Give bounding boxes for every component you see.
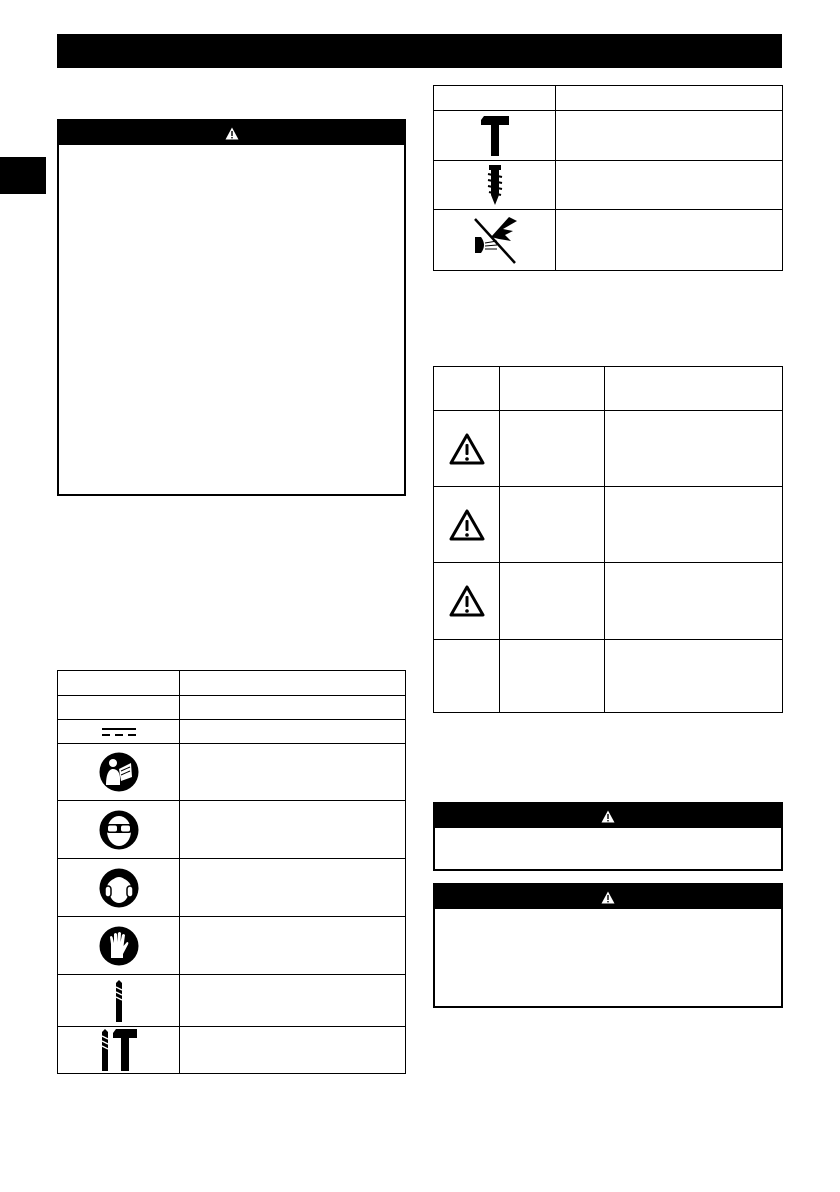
description-cell <box>180 801 406 859</box>
description-cell <box>180 720 406 744</box>
table-row <box>58 720 406 744</box>
table-row <box>58 1027 406 1074</box>
description-cell <box>180 975 406 1027</box>
symbol-cell <box>434 563 500 640</box>
table-row <box>58 975 406 1027</box>
header-description <box>556 86 783 111</box>
description-cell <box>556 210 783 271</box>
hammer-icon <box>480 116 510 156</box>
symbol-cell <box>58 696 180 720</box>
symbol-table-right <box>433 85 783 271</box>
symbol-cell <box>58 1027 180 1074</box>
section-header-bar <box>57 34 782 68</box>
meaning-cell <box>605 640 783 713</box>
signal-word-cell <box>500 487 605 563</box>
table-row <box>434 640 783 713</box>
warning-triangle-icon <box>601 810 615 823</box>
table-row <box>58 801 406 859</box>
warning-box-body <box>59 145 404 161</box>
read-manual-icon <box>99 752 139 792</box>
description-cell <box>180 1027 406 1074</box>
warning-box-body <box>435 909 781 921</box>
symbol-table-left <box>57 670 406 1074</box>
table-header-row <box>434 367 783 411</box>
no-spray-icon <box>471 215 519 265</box>
description-cell <box>556 111 783 161</box>
warning-box-small <box>433 802 783 871</box>
meaning-cell <box>605 563 783 640</box>
warning-box-header <box>59 121 404 145</box>
screw-icon <box>487 165 503 205</box>
symbol-cell <box>434 161 556 210</box>
symbol-cell <box>58 744 180 801</box>
ear-protection-icon <box>99 868 139 908</box>
warning-triangle-icon <box>601 891 615 904</box>
table-row <box>434 487 783 563</box>
meaning-cell <box>605 487 783 563</box>
warning-triangle-icon <box>225 127 239 140</box>
table-row <box>434 563 783 640</box>
table-row <box>434 111 783 161</box>
signal-word-cell <box>500 411 605 487</box>
table-row <box>434 411 783 487</box>
meaning-cell <box>605 411 783 487</box>
warning-box-header <box>435 804 781 828</box>
table-header-row <box>434 86 783 111</box>
language-side-tab <box>0 157 46 194</box>
table-row <box>58 744 406 801</box>
symbol-cell <box>58 720 180 744</box>
warning-triangle-icon <box>449 433 485 465</box>
description-cell <box>180 917 406 975</box>
warning-box-header <box>435 885 781 909</box>
direct-current-icon <box>101 727 137 737</box>
symbol-cell <box>434 210 556 271</box>
warning-triangle-icon <box>449 585 485 617</box>
header-symbol <box>58 671 180 696</box>
warning-box-body <box>435 828 781 840</box>
hammer-drill-icon <box>99 1029 139 1071</box>
table-row <box>58 696 406 720</box>
description-cell <box>180 744 406 801</box>
table-header-row <box>58 671 406 696</box>
warning-triangle-icon <box>449 509 485 541</box>
warning-box-medium <box>433 883 783 1008</box>
table-row <box>58 917 406 975</box>
eye-protection-icon <box>99 810 139 850</box>
header-description <box>180 671 406 696</box>
header-symbol <box>434 86 556 111</box>
signal-word-table <box>433 366 783 713</box>
symbol-cell <box>58 917 180 975</box>
table-row <box>434 161 783 210</box>
description-cell <box>180 696 406 720</box>
description-cell <box>180 859 406 917</box>
symbol-cell <box>58 801 180 859</box>
description-cell <box>556 161 783 210</box>
signal-word-cell <box>500 563 605 640</box>
warning-box-main <box>57 119 406 496</box>
header-signal-word <box>500 367 605 411</box>
symbol-cell <box>434 640 500 713</box>
header-symbol <box>434 367 500 411</box>
table-row <box>58 859 406 917</box>
header-meaning <box>605 367 783 411</box>
signal-word-cell <box>500 640 605 713</box>
table-row <box>434 210 783 271</box>
symbol-cell <box>58 975 180 1027</box>
gloves-icon <box>99 926 139 966</box>
drill-bit-icon <box>112 980 126 1022</box>
symbol-cell <box>434 111 556 161</box>
symbol-cell <box>58 859 180 917</box>
symbol-cell <box>434 487 500 563</box>
symbol-cell <box>434 411 500 487</box>
